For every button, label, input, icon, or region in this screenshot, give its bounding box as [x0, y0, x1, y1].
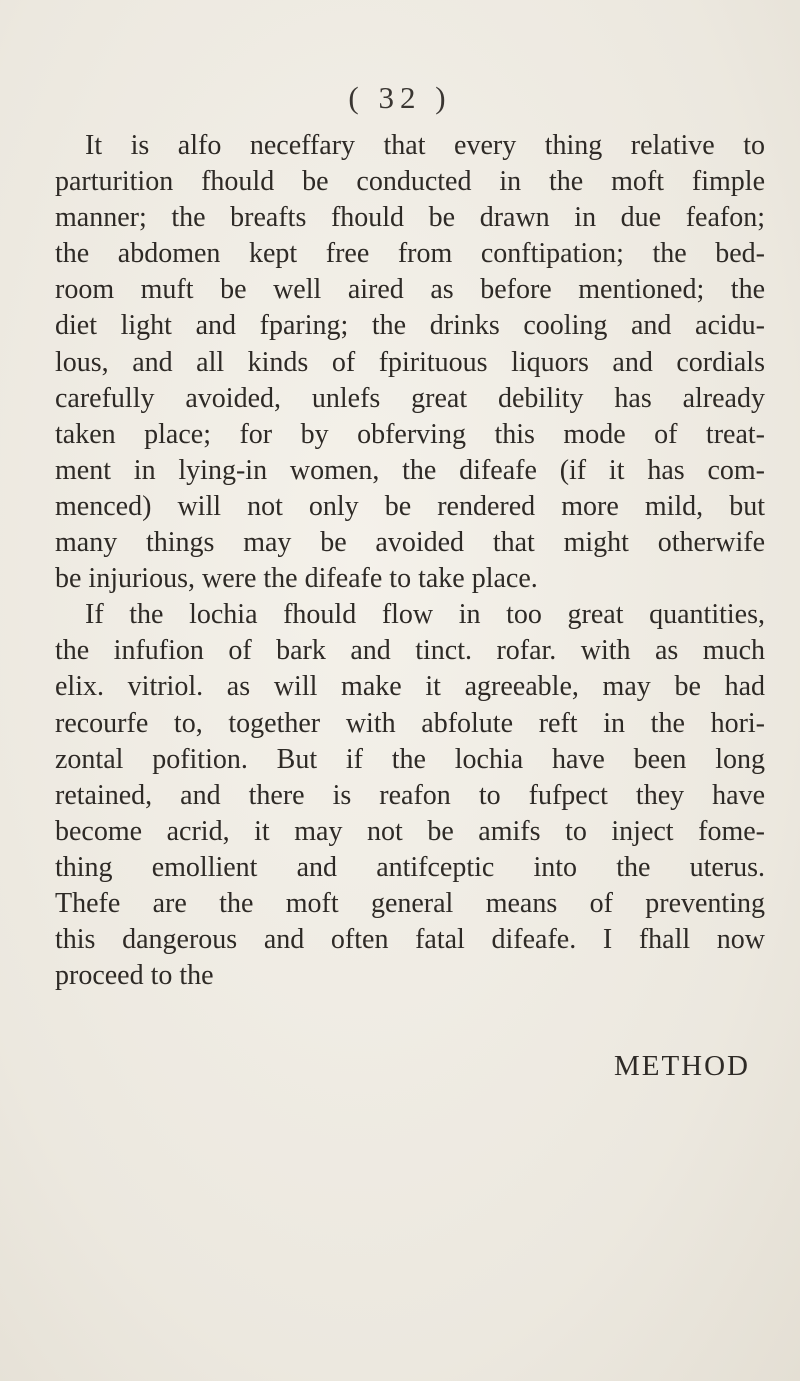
text-line: diet light and fparing; the drinks cooling and acidu- — [55, 310, 765, 342]
page-number: ( 32 ) — [348, 80, 452, 115]
text-line: manner; the breafts fhould be drawn in due feafon; — [55, 202, 765, 234]
catchword: METHOD — [613, 1050, 750, 1082]
text-line: become acrid, it may not be amifs to inject fome- — [55, 815, 765, 847]
text-line: this dangerous and often fatal difeafe. I fhall now — [55, 924, 765, 956]
text-line: lous, and all kinds of fpirituous liquors and cordials — [55, 346, 765, 378]
text-line: many things may be avoided that might otherwife — [55, 527, 765, 559]
text-line: carefully avoided, unlefs great debility has already — [55, 382, 765, 414]
text-line: It is alfo neceffary that every thing relative to — [85, 130, 765, 161]
text-line: zontal pofition. But if the lochia have been long — [55, 743, 765, 775]
text-line: retained, and there is reafon to fufpect they have — [55, 779, 765, 811]
text-line: be injurious, were the difeafe to take place. — [55, 563, 538, 595]
text-line: menced) will not only be rendered more mild, but — [55, 490, 765, 522]
text-line: the infufion of bark and tinct. rofar. with as much — [55, 635, 765, 667]
text-line: thing emollient and antifceptic into the uterus. — [55, 851, 765, 883]
text-line: proceed to the — [55, 960, 214, 992]
text-line: recourfe to, together with abfolute reft in the hori- — [55, 707, 765, 739]
text-line: the abdomen kept free from conftipation; the bed- — [55, 238, 765, 270]
text-line: parturition fhould be conducted in the moft fimple — [55, 166, 765, 198]
text-line: elix. vitriol. as will make it agreeable, may be had — [55, 671, 765, 703]
text-line: taken place; for by obferving this mode of treat- — [55, 418, 765, 450]
body-text — [55, 128, 765, 994]
text-line: If the lochia fhould flow in too great quantities, — [85, 599, 765, 631]
text-line: room muft be well aired as before mentioned; the — [55, 274, 765, 306]
text-line: ment in lying-in women, the difeafe (if it has com- — [55, 454, 765, 486]
text-line: Thefe are the moft general means of preventing — [55, 887, 765, 919]
